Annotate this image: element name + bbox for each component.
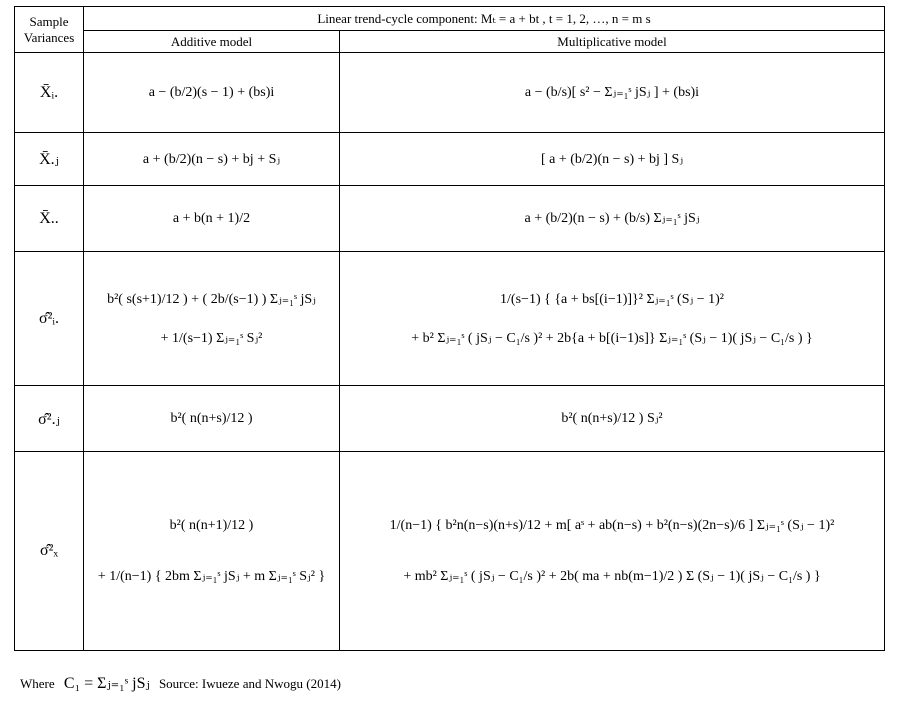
variances-table [14, 6, 885, 651]
multiplicative-expression [340, 252, 885, 386]
multiplicative-line-2: + mb² Σⱼ₌₁ˢ ( jSⱼ − C₁/s )² + 2b( ma + nb(m−1)/2 ) Σ (Sⱼ − 1)( jSⱼ − C₁/s ) } [403, 569, 821, 584]
additive-expression [84, 252, 340, 386]
additive-expression: a + b(n + 1)/2 [84, 186, 340, 252]
multiplicative-expression: a − (b/s)[ s² − Σⱼ₌₁ˢ jSⱼ ] + (bs)i [340, 53, 885, 133]
row-label: X̄.ⱼ [15, 133, 84, 186]
additive-expression: a + (b/2)(n − s) + bj + Sⱼ [84, 133, 340, 186]
footnote [20, 673, 341, 693]
row-label: X̄.. [15, 186, 84, 252]
header-sample-variances: Sample Variances [15, 7, 84, 53]
multiplicative-line-1: 1/(n−1) { b²n(n−s)(n+s)/12 + m[ aˢ + ab(n−s) + b²(n−s)(2n−s)/6 ] Σⱼ₌₁ˢ (Sⱼ − 1)² [389, 518, 835, 533]
row-label: X̄ᵢ. [15, 53, 84, 133]
multiplicative-line-2: + b² Σⱼ₌₁ˢ ( jSⱼ − C₁/s )² + 2b{a + b[(i−1)s]} Σⱼ₌₁ˢ (Sⱼ − 1)( jSⱼ − C₁/s ) } [411, 330, 813, 346]
multiplicative-expression: [ a + (b/2)(n − s) + bj ] Sⱼ [340, 133, 885, 186]
row-label: σ̂².ⱼ [15, 386, 84, 452]
footnote-c1-definition: C₁ = Σⱼ₌₁ˢ jSⱼ [63, 675, 150, 692]
header-additive-model: Additive model [84, 31, 340, 53]
additive-expression: a − (b/2)(s − 1) + (bs)i [84, 53, 340, 133]
footnote-source: Source: Iwueze and Nwogu (2014) [158, 676, 341, 691]
header-trend-title: Linear trend-cycle component: Mₜ = a + bt , t = 1, 2, …, n = m s [84, 7, 885, 31]
multiplicative-expression: a + (b/2)(n − s) + (b/s) Σⱼ₌₁ˢ jSⱼ [340, 186, 885, 252]
header-multiplicative-model: Multiplicative model [340, 31, 885, 53]
multiplicative-expression [340, 452, 885, 651]
additive-line-2: + 1/(s−1) Σⱼ₌₁ˢ Sⱼ² [160, 330, 263, 346]
additive-expression: b²( n(n+s)/12 ) [84, 386, 340, 452]
additive-expression [84, 452, 340, 651]
additive-line-2: + 1/(n−1) { 2bm Σⱼ₌₁ˢ jSⱼ + m Σⱼ₌₁ˢ Sⱼ² } [97, 568, 326, 584]
additive-line-1: b²( s(s+1)/12 ) + ( 2b/(s−1) ) Σⱼ₌₁ˢ jSⱼ [107, 291, 316, 307]
row-label: σ̂²ₓ [15, 452, 84, 651]
footnote-where: Where [20, 676, 55, 691]
additive-line-1: b²( n(n+1)/12 ) [169, 517, 254, 533]
multiplicative-line-1: 1/(s−1) { {a + bs[(i−1)]}² Σⱼ₌₁ˢ (Sⱼ − 1)² [500, 291, 724, 307]
row-label: σ̂²ᵢ. [15, 252, 84, 386]
multiplicative-expression: b²( n(n+s)/12 ) Sⱼ² [340, 386, 885, 452]
